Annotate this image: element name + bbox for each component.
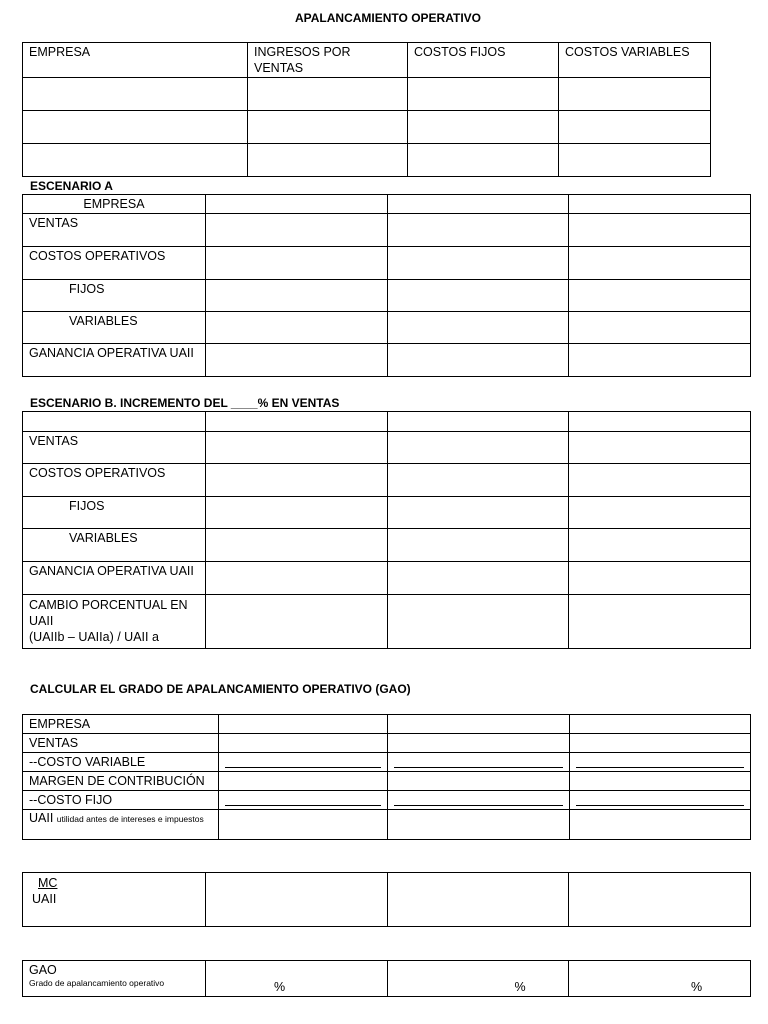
input-cell[interactable] (206, 412, 388, 432)
row-label-costo-fijo: --COSTO FIJO (23, 791, 219, 810)
row-label-empresa: EMPRESA (23, 715, 219, 734)
gao-percent-cell[interactable] (206, 961, 388, 997)
input-cell[interactable] (206, 873, 388, 927)
row-label-ventas: VENTAS (23, 734, 219, 753)
input-cell[interactable] (569, 312, 751, 344)
input-cell[interactable] (388, 529, 569, 562)
input-cell[interactable] (569, 280, 751, 312)
input-cell[interactable] (570, 791, 751, 810)
input-cell[interactable] (569, 497, 751, 529)
input-cell[interactable] (569, 595, 751, 649)
input-cell[interactable] (388, 497, 569, 529)
row-label-costos-operativos: COSTOS OPERATIVOS (23, 247, 206, 280)
percent-sign: % (690, 980, 703, 994)
escenario-b-title: ESCENARIO B. INCREMENTO DEL ____% EN VENTAS (30, 396, 340, 410)
input-cell[interactable] (23, 78, 248, 111)
input-cell[interactable] (206, 529, 388, 562)
input-cell[interactable] (388, 873, 569, 927)
uaii-label: UAII (29, 811, 54, 825)
input-cell[interactable] (388, 734, 570, 753)
gao-percent-cell[interactable] (388, 961, 569, 997)
input-cell[interactable] (206, 214, 388, 247)
input-cell[interactable] (388, 772, 570, 791)
header-ingresos: INGRESOS POR VENTAS (248, 43, 408, 78)
companies-table (22, 42, 711, 177)
input-cell[interactable] (569, 412, 751, 432)
input-cell[interactable] (219, 772, 388, 791)
page-title: APALANCAMIENTO OPERATIVO (294, 11, 481, 25)
row-label-variables: VARIABLES (23, 529, 206, 562)
row-label-cambio-porcentual (23, 595, 206, 649)
gao-label: GAO (29, 963, 57, 977)
underline-blank (394, 767, 563, 768)
input-cell[interactable] (408, 144, 559, 177)
row-label-variables: VARIABLES (23, 312, 206, 344)
cambio-line-2: UAII (29, 614, 54, 628)
input-cell[interactable] (219, 810, 388, 840)
input-cell[interactable] (388, 464, 569, 497)
input-cell[interactable] (248, 111, 408, 144)
input-cell[interactable] (219, 791, 388, 810)
row-label-ventas: VENTAS (23, 214, 206, 247)
row-label-fijos: FIJOS (23, 497, 206, 529)
ratio-label (23, 873, 206, 927)
gao-label-cell (23, 961, 206, 997)
input-cell[interactable] (559, 78, 711, 111)
input-cell[interactable] (206, 432, 388, 464)
input-cell[interactable] (408, 78, 559, 111)
input-cell[interactable] (23, 144, 248, 177)
escenario-b-table (22, 411, 751, 649)
input-cell[interactable] (248, 144, 408, 177)
row-label-empresa: EMPRESA (23, 195, 206, 214)
input-cell[interactable] (388, 247, 569, 280)
input-cell[interactable] (219, 715, 388, 734)
row-label-uaii (23, 810, 219, 840)
input-cell[interactable] (388, 753, 570, 772)
input-cell[interactable] (206, 595, 388, 649)
input-cell[interactable] (569, 562, 751, 595)
underline-blank (225, 767, 381, 768)
underline-blank (576, 805, 744, 806)
underline-blank (576, 767, 744, 768)
uaii-note: utilidad antes de intereses e impuestos (56, 814, 204, 824)
input-cell[interactable] (206, 312, 388, 344)
row-label-ganancia: GANANCIA OPERATIVA UAII (23, 344, 206, 377)
row-label-costos-operativos: COSTOS OPERATIVOS (23, 464, 206, 497)
ratio-numerator: MC (38, 876, 58, 890)
input-cell[interactable] (388, 195, 569, 214)
input-cell[interactable] (570, 772, 751, 791)
input-cell[interactable] (23, 111, 248, 144)
input-cell[interactable] (569, 214, 751, 247)
gao-table (22, 960, 751, 997)
input-cell[interactable] (206, 344, 388, 377)
input-cell[interactable] (388, 344, 569, 377)
input-cell[interactable] (219, 734, 388, 753)
escenario-a-table (22, 194, 751, 377)
cambio-formula: (UAIIb – UAIIa) / UAII a (29, 630, 159, 644)
input-cell[interactable] (388, 562, 569, 595)
input-cell[interactable] (206, 280, 388, 312)
input-cell[interactable] (206, 562, 388, 595)
input-cell[interactable] (206, 195, 388, 214)
input-cell[interactable] (569, 432, 751, 464)
underline-blank (394, 805, 563, 806)
header-costos-fijos: COSTOS FIJOS (408, 43, 559, 78)
input-cell[interactable] (569, 873, 751, 927)
table-row (23, 111, 711, 144)
cambio-line-1: CAMBIO PORCENTUAL EN (29, 598, 188, 612)
escenario-a-title: ESCENARIO A (30, 179, 113, 193)
input-cell[interactable] (569, 247, 751, 280)
input-cell[interactable] (206, 464, 388, 497)
input-cell[interactable] (388, 312, 569, 344)
input-cell[interactable] (388, 280, 569, 312)
input-cell[interactable] (388, 595, 569, 649)
underline-blank (225, 805, 381, 806)
input-cell[interactable] (569, 195, 751, 214)
input-cell[interactable] (569, 464, 751, 497)
input-cell[interactable] (388, 412, 569, 432)
input-cell[interactable] (570, 734, 751, 753)
row-label-margen: MARGEN DE CONTRIBUCIÓN (23, 772, 219, 791)
input-cell[interactable] (388, 432, 569, 464)
gao-note: Grado de apalancamiento operativo (29, 978, 165, 988)
row-label-fijos: FIJOS (23, 280, 206, 312)
input-cell[interactable] (559, 111, 711, 144)
ratio-denominator: UAII (32, 892, 57, 906)
gao-calc-table (22, 714, 751, 840)
input-cell[interactable] (570, 753, 751, 772)
input-cell[interactable] (388, 715, 570, 734)
input-cell[interactable] (23, 412, 206, 432)
row-label-costo-variable: --COSTO VARIABLE (23, 753, 219, 772)
table-row (23, 78, 711, 111)
input-cell[interactable] (388, 214, 569, 247)
header-empresa: EMPRESA (23, 43, 248, 78)
row-label-ventas: VENTAS (23, 432, 206, 464)
table-row (23, 144, 711, 177)
input-cell[interactable] (569, 344, 751, 377)
input-cell[interactable] (569, 529, 751, 562)
input-cell[interactable] (248, 78, 408, 111)
input-cell[interactable] (206, 497, 388, 529)
gao-calc-title: CALCULAR EL GRADO DE APALANCAMIENTO OPERATIVO (GAO) (30, 682, 411, 696)
input-cell[interactable] (570, 810, 751, 840)
header-costos-variables: COSTOS VARIABLES (559, 43, 711, 78)
input-cell[interactable] (206, 247, 388, 280)
input-cell[interactable] (219, 753, 388, 772)
percent-sign: % (273, 980, 286, 994)
input-cell[interactable] (408, 111, 559, 144)
input-cell[interactable] (570, 715, 751, 734)
percent-sign: % (514, 980, 526, 994)
input-cell[interactable] (388, 810, 570, 840)
input-cell[interactable] (388, 791, 570, 810)
input-cell[interactable] (559, 144, 711, 177)
ratio-table (22, 872, 751, 927)
gao-percent-cell[interactable] (569, 961, 751, 997)
row-label-ganancia: GANANCIA OPERATIVA UAII (23, 562, 206, 595)
